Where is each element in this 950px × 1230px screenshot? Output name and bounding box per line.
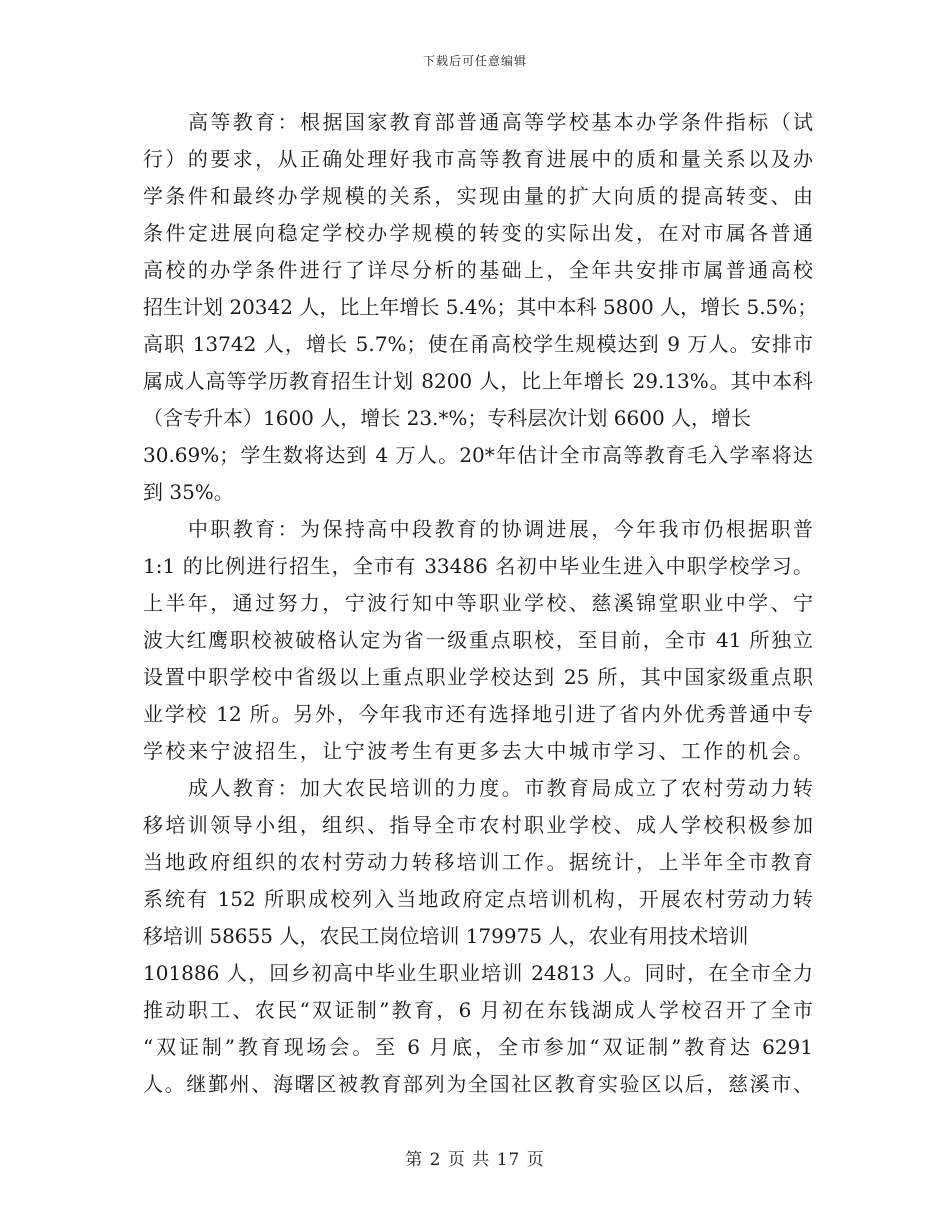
text-line: 学校来宁波招生，让宁波考生有更多去大中城市学习、工作的机会。 — [143, 739, 813, 763]
text-line: 波大红鹰职校被破格认定为省一级重点职校，至目前，全市 41 所独立 — [143, 628, 813, 652]
text-line: 高校的办学条件进行了详尽分析的基础上，全年共安排市属普通高校 — [143, 258, 813, 282]
text-line: 推动职工、农民“双证制”教育，6 月初在东钱湖成人学校召开了全市 — [143, 998, 813, 1022]
text-line: 成人教育：加大农民培训的力度。市教育局成立了农村劳动力转 — [188, 776, 813, 800]
text-line: 设置中职学校中省级以上重点职业学校达到 25 所，其中国家级重点职 — [143, 665, 813, 689]
text-line: 101886 人，回乡初高中毕业生职业培训 24813 人。同时，在全市全力 — [143, 961, 813, 985]
text-line: 1:1 的比例进行招生，全市有 33486 名初中毕业生进入中职学校学习。 — [143, 554, 813, 578]
text-line: “双证制”教育现场会。至 6 月底，全市参加“双证制”教育达 6291 — [143, 1035, 813, 1059]
text-line: （含专升本）1600 人，增长 23.*%；专科层次计划 6600 人，增长 — [143, 406, 752, 430]
text-line: 条件定进展向稳定学校办学规模的转变的实际出发，在对市属各普通 — [143, 221, 813, 245]
page-number-footer: 第 2 页 共 17 页 — [405, 1150, 545, 1170]
text-line: 高职 13742 人，增长 5.7%；使在甬高校学生规模达到 9 万人。安排市 — [143, 332, 813, 356]
text-line: 行）的要求，从正确处理好我市高等教育进展中的质和量关系以及办 — [143, 147, 813, 171]
text-line: 移培训领导小组，组织、指导全市农村职业学校、成人学校积极参加 — [143, 813, 813, 837]
text-line: 中职教育：为保持高中段教育的协调进展，今年我市仍根据职普 — [188, 517, 813, 541]
document-body — [143, 104, 818, 1103]
text-line: 招生计划 20342 人，比上年增长 5.4%；其中本科 5800 人，增长 5.5%； — [143, 295, 818, 319]
text-line: 上半年，通过努力，宁波行知中等职业学校、慈溪锦堂职业中学、宁 — [143, 591, 813, 615]
text-line: 人。继鄞州、海曙区被教育部列为全国社区教育实验区以后，慈溪市、 — [143, 1072, 813, 1096]
text-line: 系统有 152 所职成校列入当地政府定点培训机构，开展农村劳动力转 — [143, 887, 813, 911]
text-line: 业学校 12 所。另外，今年我市还有选择地引进了省内外优秀普通中专 — [143, 702, 813, 726]
text-line: 30.69%；学生数将达到 4 万人。20*年估计全市高等教育毛入学率将达 — [143, 443, 813, 467]
text-line: 当地政府组织的农村劳动力转移培训工作。据统计，上半年全市教育 — [143, 850, 813, 874]
page-header: 下载后可任意编辑 — [422, 54, 527, 68]
text-line: 学条件和最终办学规模的关系，实现由量的扩大向质的提高转变、由 — [143, 184, 813, 208]
text-line: 高等教育：根据国家教育部普通高等学校基本办学条件指标（试 — [188, 110, 813, 134]
text-line: 到 35%。 — [143, 480, 234, 504]
text-line: 属成人高等学历教育招生计划 8200 人，比上年增长 29.13%。其中本科 — [143, 369, 813, 393]
text-line: 移培训 58655 人，农民工岗位培训 179975 人，农业有用技术培训 — [143, 924, 749, 948]
